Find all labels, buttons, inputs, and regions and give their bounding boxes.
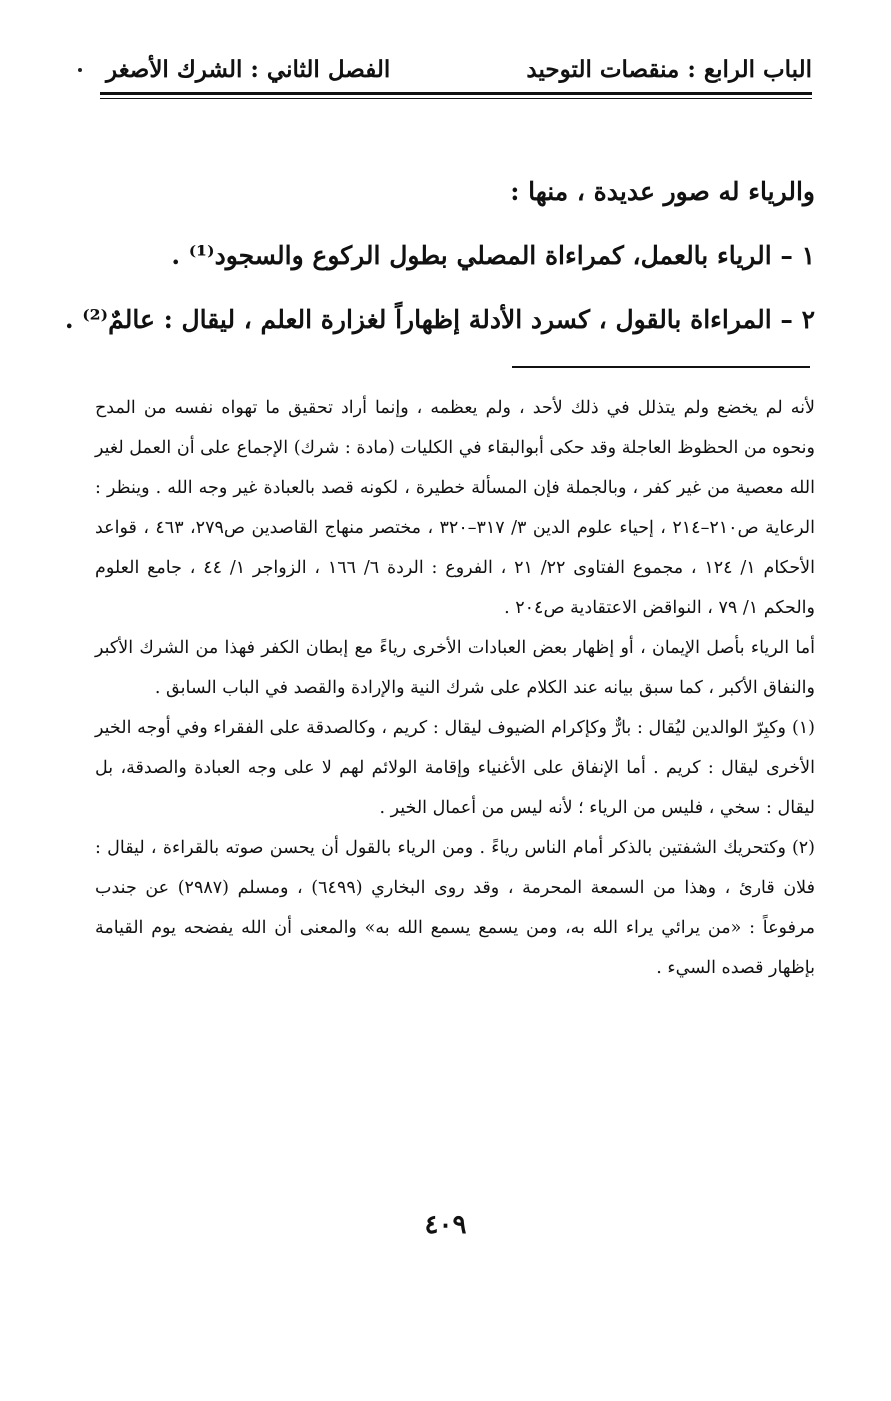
footnote-continuation: لأنه لم يخضع ولم يتذلل في ذلك لأحد ، ولم يعظمه ، وإنما أراد تحقيق ما تهواه نفسه من المدح ونحوه من الحظوظ العاجلة وقد حكى أبوالبقاء في الكليات (مادة : شرك) الإجماع على أن العمل لغير الله معصية من غير كفر ، وبالجملة فإن المسألة خطيرة ، لكونه قصد بالعبادة غير وجه الله . وينظر : الرعاية ص٢١٠–٢١٤ ، إحياء علوم الدين ٣/ ٣١٧–٣٢٠ ، مختصر منهاج القاصدين ص٢٧٩، ٤٦٣ ، قواعد الأحكام ١/ ١٢٤ ، مجموع الفتاوى ٢٢/ ٢١ ، الفروع : الردة ٦/ ١٦٦ ، الزواجر ١/ ٤٤ ، جامع العلوم والحكم ١/ ٧٩ ، النواقض الاعتقادية ص٢٠٤ . <box>95 398 815 618</box>
footnote-2-text: وكتحريك الشفتين بالذكر أمام الناس رياءً . ومن الرياء بالقول أن يحسن صوته بالقراءة ، ليقال : فلان قارئ ، وهذا من السمعة المحرمة ، وقد روى البخاري (٦٤٩٩) ، ومسلم (٢٩٨٧) عن جندب مرفوعاً : «من يرائي يراء الله به، ومن يسمع يسمع الله به» والمعنى أن الله يفضحه يوم القيامة بإظهار قصده السيء . <box>95 838 815 978</box>
footnote-paragraph: أما الرياء بأصل الإيمان ، أو إظهار بعض العبادات الأخرى رياءً مع إبطان الكفر فهذا من الشرك الأكبر والنفاق الأكبر ، كما سبق بيانه عند الكلام على شرك النية والإرادة والقصد في الباب السابق . <box>95 638 815 698</box>
running-header <box>100 52 812 92</box>
footnotes <box>95 388 815 988</box>
section-title: الفصل الثاني : الشرك الأصغر <box>106 56 391 83</box>
header-rule-thick <box>100 92 812 95</box>
footnote-1-number: (١) <box>791 718 815 738</box>
page-number: ٤٠٩ <box>424 1210 467 1240</box>
main-text <box>64 160 815 352</box>
header-dot <box>78 68 82 72</box>
footnote-2 <box>95 828 815 988</box>
main-line-2: ٢ – المراءاة بالقول ، كسرد الأدلة إظهاراً لغزارة العلم ، ليقال : عالمٌ⁽²⁾ . <box>64 305 815 334</box>
footnote-2-number: (٢) <box>791 838 815 858</box>
footnote-separator <box>512 366 810 368</box>
main-line-intro: والرياء له صور عديدة ، منها : <box>510 177 815 206</box>
main-line-1: ١ – الرياء بالعمل، كمراءاة المصلي بطول الركوع والسجود⁽¹⁾ . <box>171 241 815 270</box>
footnote-1-text: وكبِرّ الوالدين ليُقال : بارٌّ وكإكرام الضيوف ليقال : كريم ، وكالصدقة على الفقراء وفي أوجه الخير الأخرى ليقال : كريم . أما الإنفاق على الأغنياء وإقامة الولائم لهم لا على وجه العبادة والصدقة، بل ليقال : سخي ، فليس من الرياء ؛ لأنه ليس من أعمال الخير . <box>95 718 815 818</box>
header-rule-thin <box>100 98 812 99</box>
chapter-title: الباب الرابع : منقصات التوحيد <box>526 56 812 83</box>
footnote-1 <box>95 708 815 828</box>
